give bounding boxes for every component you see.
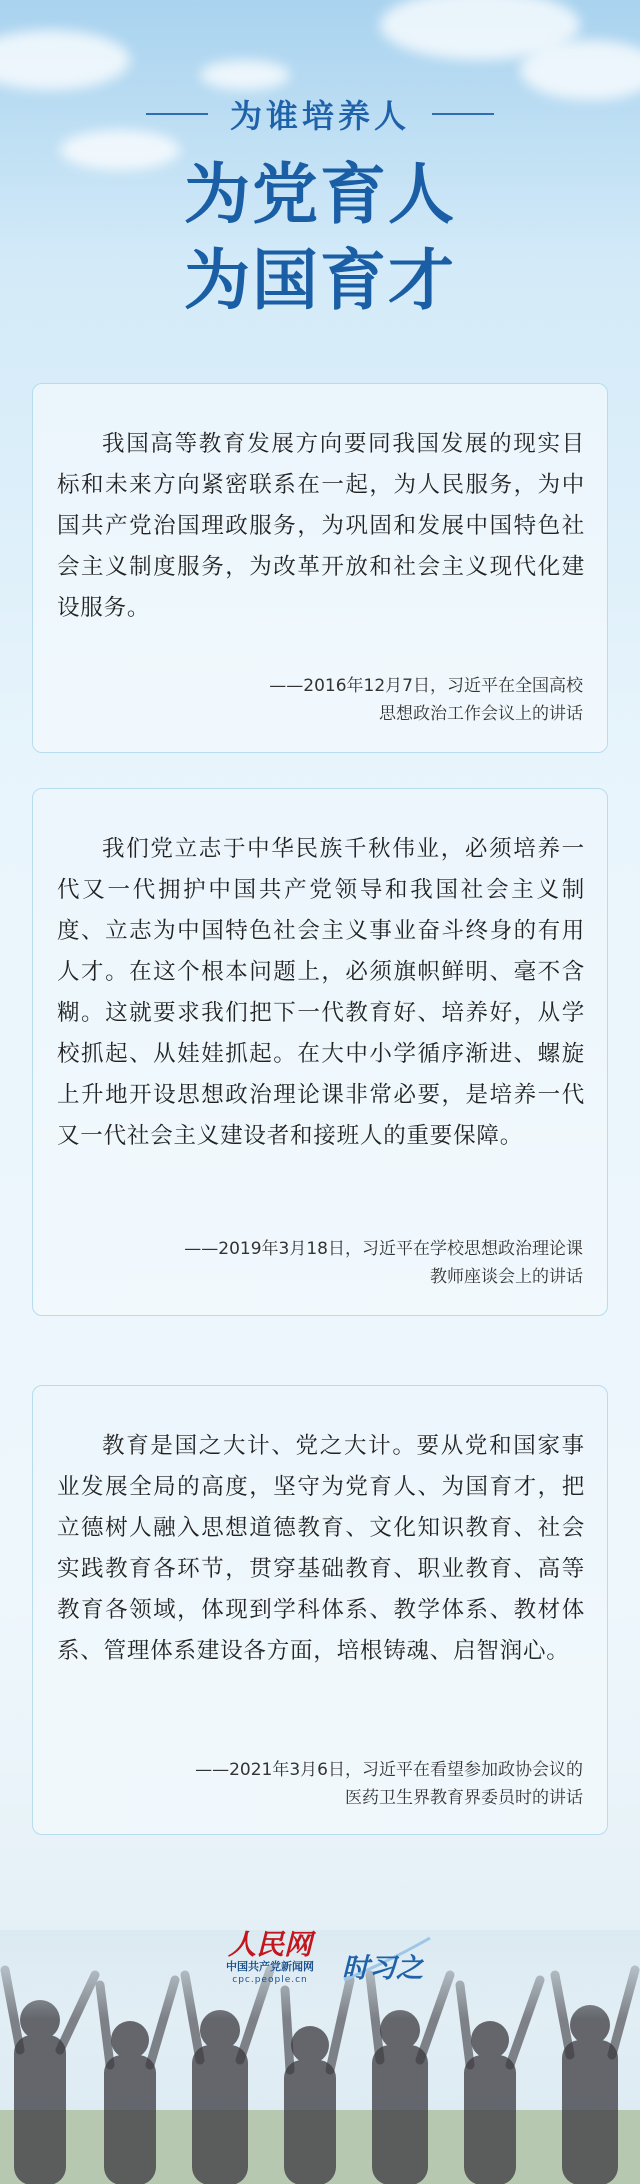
quote-source xyxy=(63,1756,583,1812)
cloud xyxy=(520,40,640,100)
source-line-1: ——2021年3月6日，习近平在看望参加政协会议的 xyxy=(195,1760,583,1780)
quote-card-3 xyxy=(32,1385,608,1835)
people-logo-cn: 中国共产党新闻网 xyxy=(226,1960,314,1973)
quote-source xyxy=(63,672,583,728)
title-line-2: 为国育才 xyxy=(184,242,456,319)
cloud xyxy=(200,60,290,90)
source-line-1: ——2016年12月7日，习近平在全国高校 xyxy=(269,676,583,696)
quote-source xyxy=(63,1235,583,1291)
subtitle-row xyxy=(0,94,640,134)
quote-card-2 xyxy=(32,788,608,1316)
subtitle: 为谁培养人 xyxy=(229,97,410,135)
quote-text: 我国高等教育发展方向要同我国发展的现实目标和未来方向紧密联系在一起，为人民服务，为中国共产党治国理政服务，为巩固和发展中国特色社会主义制度服务，为改革开放和社会主义现代化建设服务。 xyxy=(57,431,585,621)
subtitle-divider-right xyxy=(432,113,494,115)
people-daily-logo xyxy=(210,1930,330,1986)
source-line-2: 教师座谈会上的讲话 xyxy=(430,1267,583,1287)
quote-card-1 xyxy=(32,383,608,753)
source-line-1: ——2019年3月18日，习近平在学校思想政治理论课 xyxy=(184,1239,583,1259)
shixizhi-logo xyxy=(338,1932,434,1988)
source-line-2: 医药卫生界教育界委员时的讲话 xyxy=(345,1788,583,1808)
people-logo-script: 人民网 xyxy=(227,1928,312,1961)
quote-text: 教育是国之大计、党之大计。要从党和国家事业发展全局的高度，坚守为党育人、为国育才，把立德树人融入思想道德教育、文化知识教育、社会实践教育各环节，贯穿基础教育、职业教育、高等教育各领域，体现到学科体系、教学体系、教材体系、管理体系建设各方面，培根铸魂、启智润心。 xyxy=(57,1433,585,1664)
logo-bar xyxy=(0,1920,640,2010)
title-line-1: 为党育人 xyxy=(184,156,456,233)
source-line-2: 思想政治工作会议上的讲话 xyxy=(379,704,583,724)
shixizhi-text: 时习之 xyxy=(342,1953,423,1984)
people-logo-url: cpc.people.cn xyxy=(232,1975,308,1985)
cloud xyxy=(0,30,130,90)
quote-text: 我们党立志于中华民族千秋伟业，必须培养一代又一代拥护中国共产党领导和我国社会主义制度、立志为中国特色社会主义事业奋斗终身的有用人才。在这个根本问题上，必须旗帜鲜明、毫不含糊。这就要求我们把下一代教育好、培养好，从学校抓起、从娃娃抓起。在大中小学循序渐进、螺旋上升地开设思想政治理论课非常必要，是培养一代又一代社会主义建设者和接班人的重要保障。 xyxy=(57,836,585,1149)
page-title xyxy=(0,152,640,324)
subtitle-divider-left xyxy=(146,113,208,115)
